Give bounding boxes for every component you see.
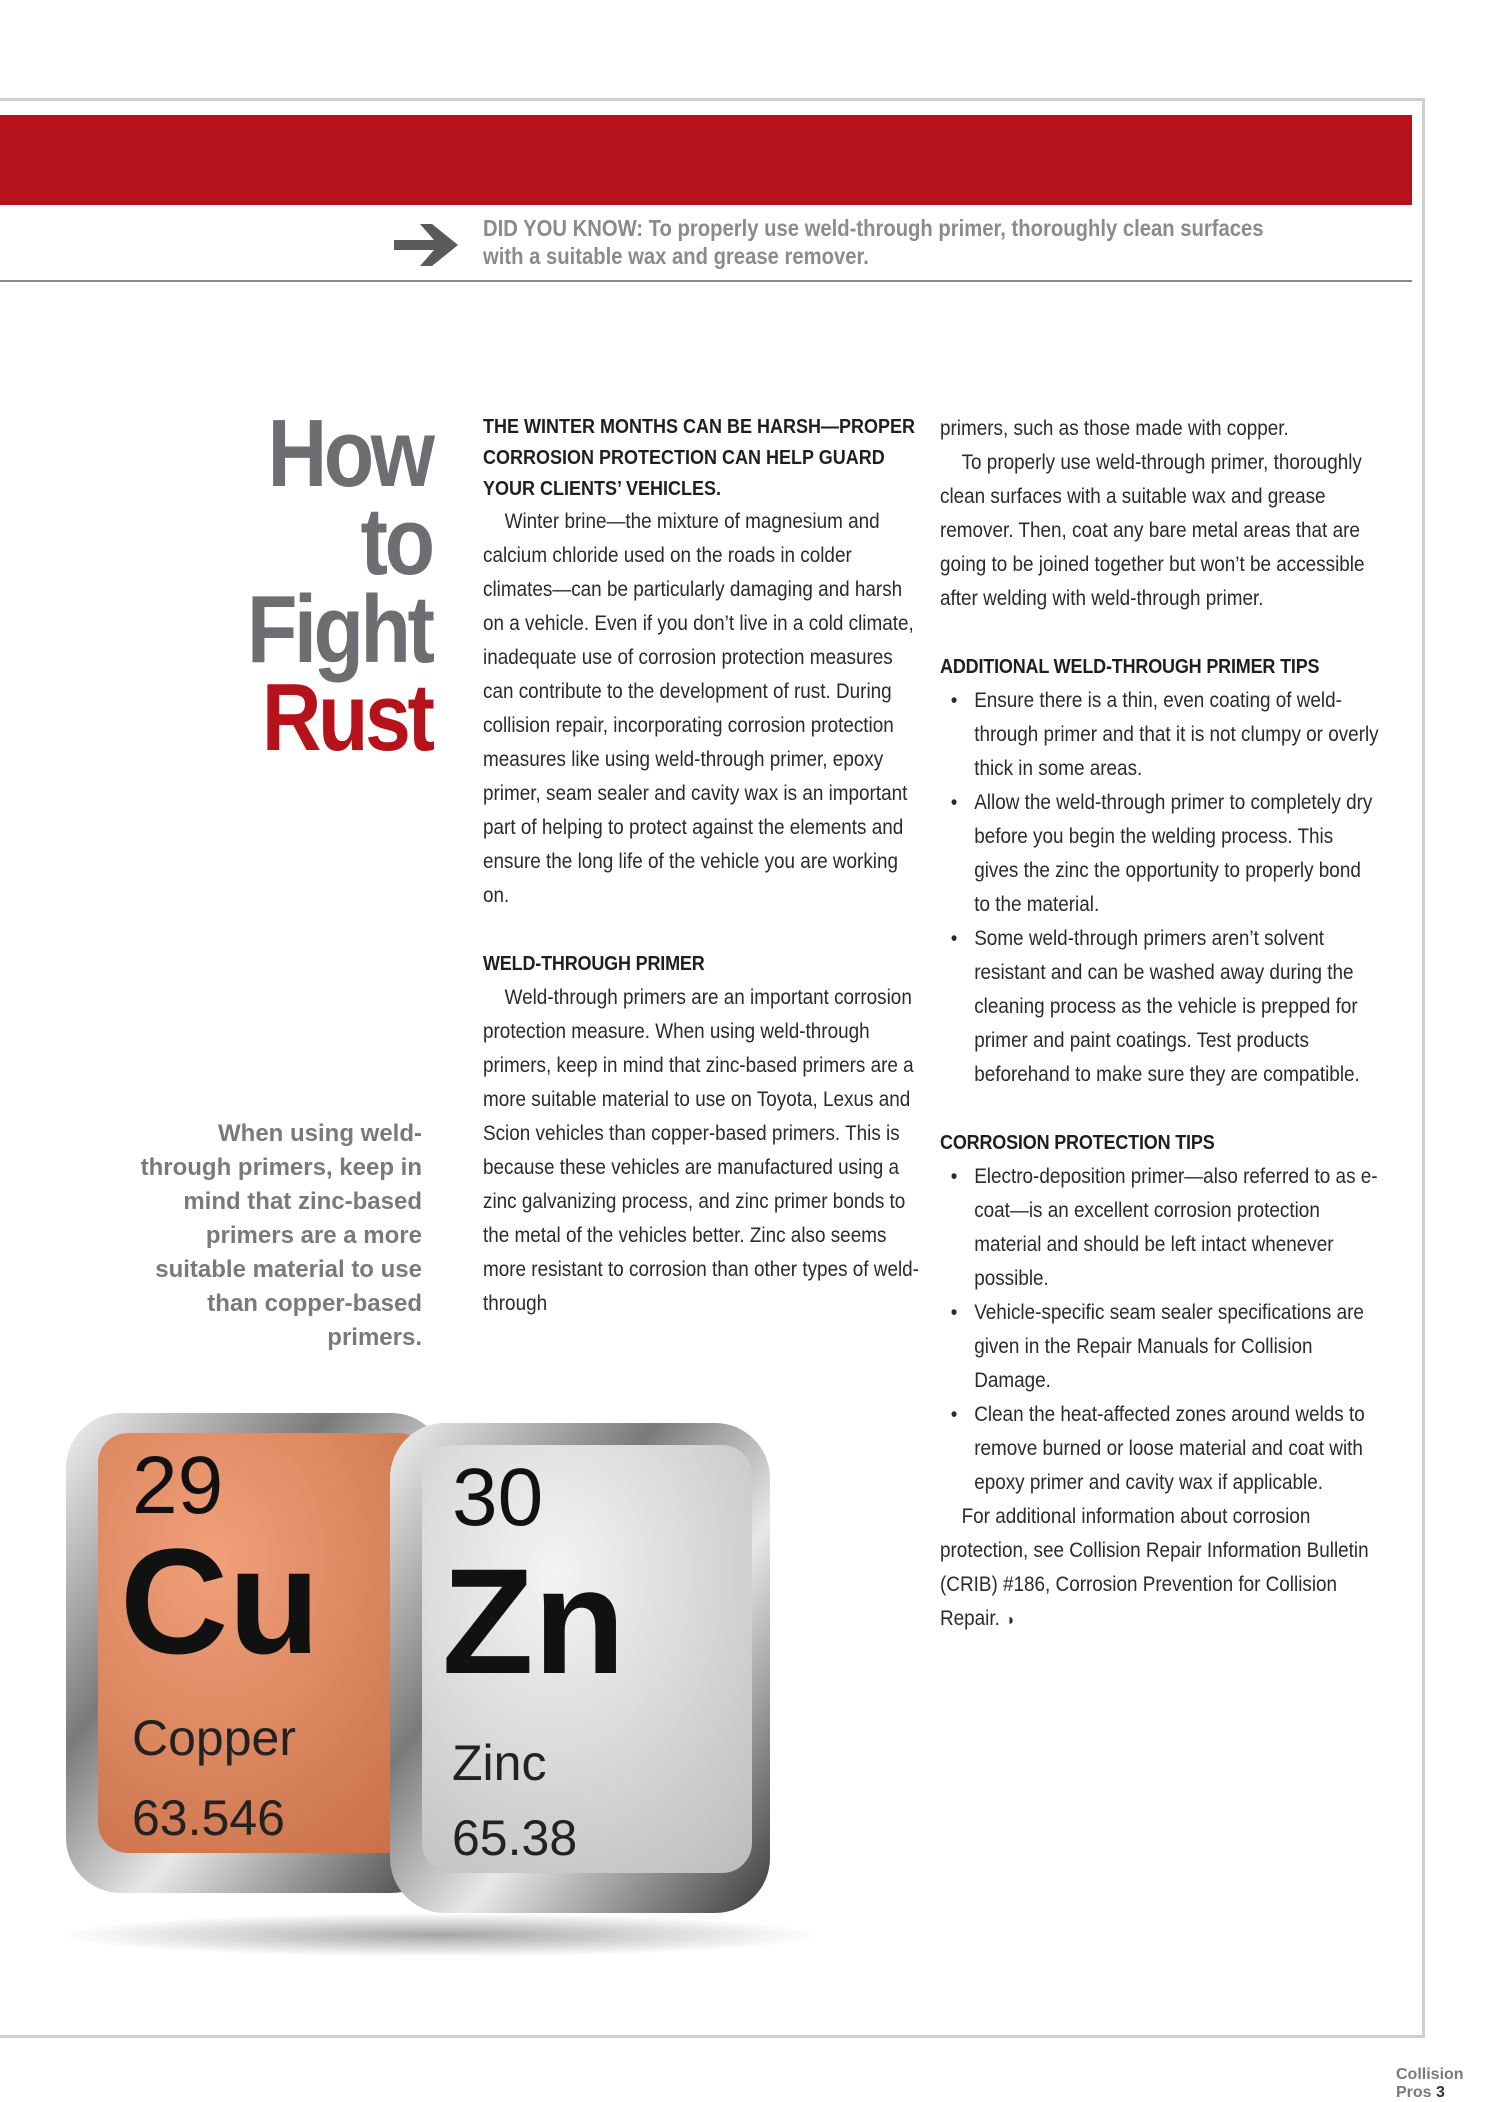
pull-quote: When using weld-through primers, keep in mind that zinc-based primers are a more suitable material to use than copper-based primers. (140, 1120, 422, 1351)
section-heading-corrosion-tips: CORROSION PROTECTION TIPS (940, 1132, 1215, 1154)
article-paragraph: Weld-through primers are an important corrosion protection measure. When using weld-through primers, keep in mind that zinc-based primers are a more suitable material to use on Toyota, Lexus and Scion vehicles than copper-based primers. This is because these vehicles are manufactured using a zinc galvanizing process, and zinc primer bonds to the metal of the vehicles better. Zinc also seems more resistant to corrosion than other types of weld-through (483, 986, 919, 1315)
title-line-how: How (268, 400, 432, 507)
did-you-know-callout: DID YOU KNOW: To properly use weld-through primer, thoroughly clean surfaces with a suitable wax and grease remover. (483, 215, 1264, 269)
callout-divider (0, 280, 1412, 282)
copper-element-tile (66, 1413, 446, 1893)
article-title (217, 400, 432, 771)
page-frame-right (1422, 98, 1425, 2038)
zinc-name: Zinc (452, 1735, 547, 1791)
list-item: • Clean the heat-affected zones around welds to remove burned or loose material and coat with epoxy primer and cavity wax if applicable. (940, 1398, 1380, 1500)
title-line-to: to (360, 488, 432, 595)
article-closing: For additional information about corrosion protection, see Collision Repair Information Bulletin (CRIB) #186, Corrosion Prevention for Collision Repair. ◑ (940, 1505, 1369, 1630)
list-item: • Electro-deposition primer—also referred to as e-coat—is an excellent corrosion protection material and should be left intact whenever possible. (940, 1160, 1380, 1296)
list-item: • Some weld-through primers aren’t solvent resistant and can be washed away during the cleaning process as the vehicle is prepped for primer and paint coatings. Test products beforehand to make sure they are compatible. (940, 922, 1380, 1092)
copper-name: Copper (132, 1710, 296, 1766)
article-paragraph: Winter brine—the mixture of magnesium and calcium chloride used on the roads in colder climates—can be particularly damaging and harsh on a vehicle. Even if you don’t live in a cold climate, inadequate use of corrosion protection measures can contribute to the development of rust. During collision repair, incorporating corrosion protection measures like using weld-through primer, epoxy primer, seam sealer and cavity wax is an important part of helping to protect against the elements and ensure the long life of the vehicle you are working on. (483, 510, 914, 907)
article-lead: THE WINTER MONTHS CAN BE HARSH—PROPER CORROSION PROTECTION CAN HELP GUARD YOUR CLIENTS’ VEHICLES. (483, 416, 916, 500)
copper-symbol: Cu (120, 1517, 320, 1685)
zinc-atomic-mass: 65.38 (452, 1810, 578, 1866)
page-frame-top (0, 98, 1424, 101)
zinc-element-tile (390, 1423, 770, 1913)
zinc-symbol: Zn (442, 1537, 626, 1705)
tips-list-weld-through (940, 684, 1380, 1092)
article-paragraph: To properly use weld-through primer, thoroughly clean surfaces with a suitable wax and grease remover. Then, coat any bare metal areas that are going to be joined together but won’t be accessible after welding with weld-through primer. (940, 451, 1365, 610)
article-paragraph: primers, such as those made with copper. (940, 417, 1289, 440)
section-heading-additional-tips: ADDITIONAL WELD-THROUGH PRIMER TIPS (940, 656, 1320, 678)
page-frame-bottom (0, 2035, 1425, 2038)
header-red-band (0, 115, 1412, 205)
list-item: • Allow the weld-through primer to completely dry before you begin the welding process. This gives the zinc the opportunity to properly bond to the material. (940, 786, 1380, 922)
title-line-fight: Fight (247, 576, 432, 683)
title-line-rust: Rust (262, 664, 432, 771)
copper-atomic-number: 29 (132, 1440, 224, 1531)
section-heading-weld-through: WELD-THROUGH PRIMER (483, 953, 705, 975)
page-footer (1396, 2066, 1500, 2102)
list-item: • Vehicle-specific seam sealer specifications are given in the Repair Manuals for Collision Damage. (940, 1296, 1380, 1398)
page-number: 3 (1436, 2084, 1445, 2101)
tips-list-corrosion (940, 1160, 1380, 1500)
publication-name: Collision Pros (1396, 2066, 1464, 2101)
article-column-1 (483, 412, 923, 1321)
periodic-elements-illustration (60, 1395, 860, 1955)
arrow-right-icon (392, 220, 462, 270)
copper-atomic-mass: 63.546 (132, 1790, 285, 1846)
list-item: • Ensure there is a thin, even coating of weld-through primer and that it is not clumpy or overly thick in some areas. (940, 684, 1380, 786)
article-column-2 (940, 412, 1380, 1638)
end-mark-icon: ◑ (1005, 1612, 1014, 1629)
zinc-atomic-number: 30 (452, 1452, 544, 1543)
